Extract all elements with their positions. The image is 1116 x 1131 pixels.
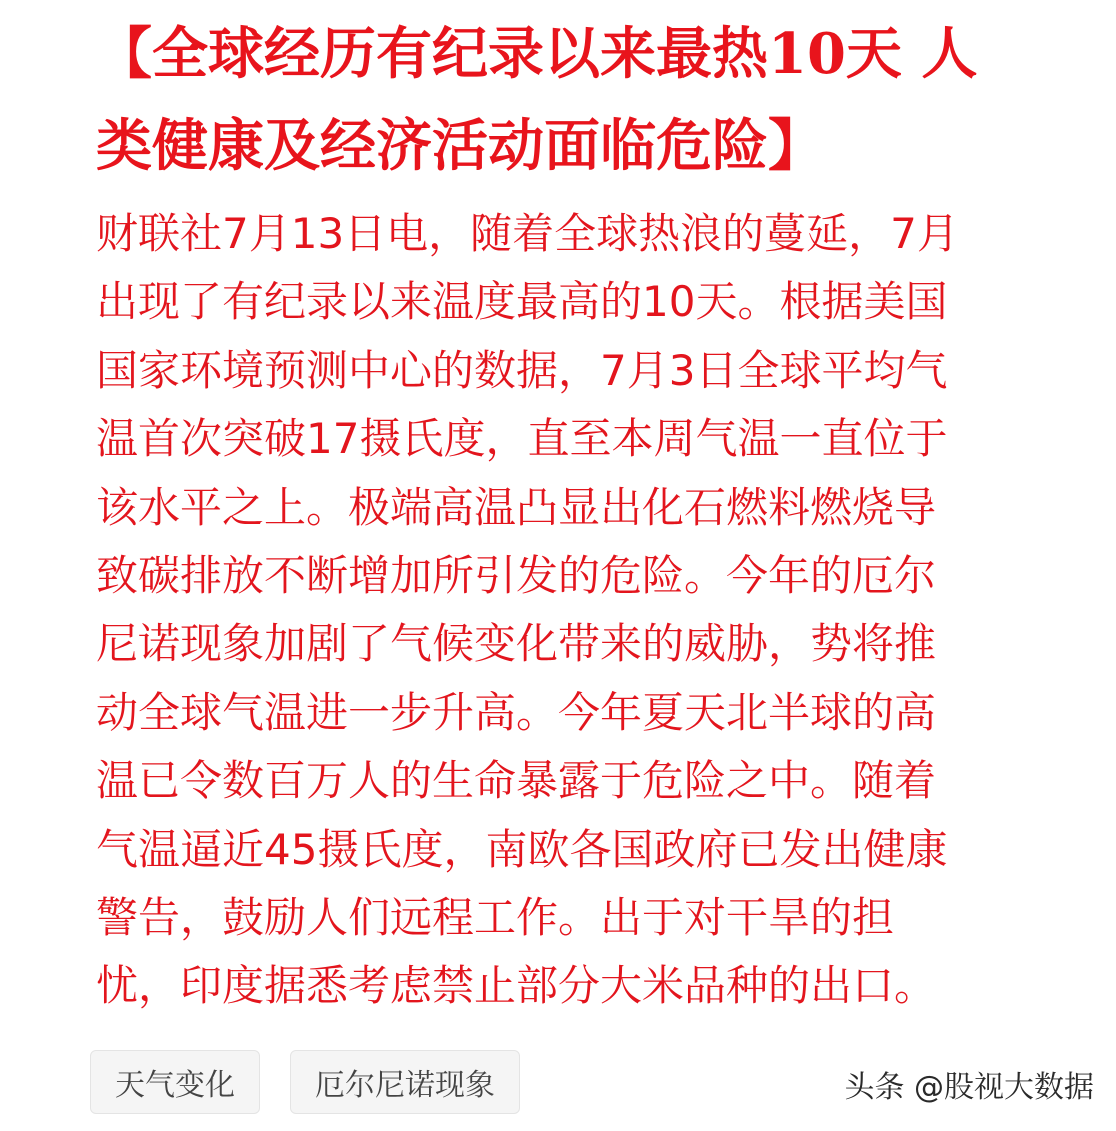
tag-weather-change[interactable]: 天气变化 bbox=[90, 1050, 260, 1114]
article-body: 财联社7月13日电，随着全球热浪的蔓延，7月 出现了有纪录以来温度最高的10天。根据美国 国家环境预测中心的数据，7月3日全球平均气 温首次突破17摄氏度，直至本周气温一直位于 该水平之上。极端高温凸显出化石燃料燃烧导 致碳排放不断增加所引发的危险。今年的厄尔 尼诺现象加剧了气候变化带来的威胁，势将推 动全球气温进一步升高。今年夏天北半球的高 温已令数百万人的生命暴露于危险之中。随着 气温逼近45摄氏度，南欧各国政府已发出健康 警告，鼓励人们远程工作。出于对干旱的担 忧，印度据悉考虑禁止部分大米品种的出口。 bbox=[96, 209, 959, 1011]
source-watermark: 头条 @股视大数据 bbox=[844, 1070, 1094, 1105]
tag-el-nino[interactable]: 厄尔尼诺现象 bbox=[290, 1050, 520, 1114]
tag-list bbox=[90, 1050, 520, 1114]
article-headline: 【全球经历有纪录以来最热10天 人 类健康及经济活动面临危险】 bbox=[96, 21, 978, 179]
